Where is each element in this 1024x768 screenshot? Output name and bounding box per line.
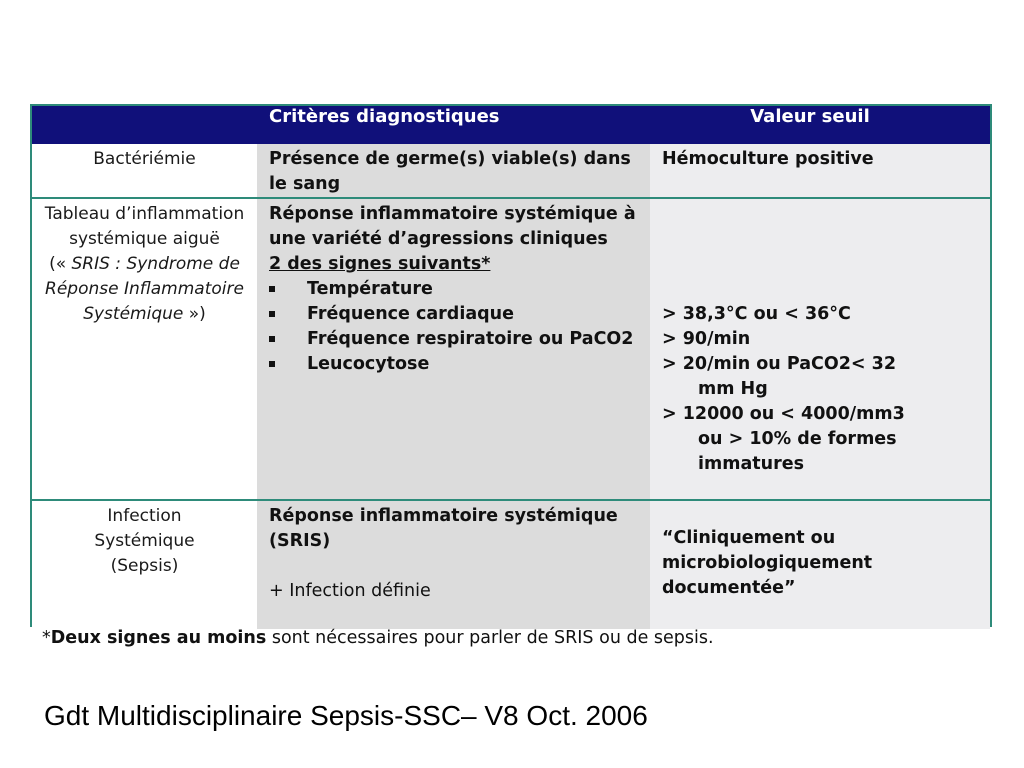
sign-item (269, 302, 644, 327)
threshold-resp-rate: > 20/min ou PaCO2< 32 (662, 354, 897, 374)
header-empty (32, 106, 257, 144)
bullet-icon (269, 286, 275, 292)
bacteremia-name: Bactériémie (32, 144, 257, 198)
bacteremia-criteria: Présence de germe(s) viable(s) dans le sang (257, 144, 650, 198)
footnote (42, 628, 1002, 648)
row-sirs (32, 198, 990, 500)
sirs-thresholds-list (662, 202, 984, 477)
sirs-thresholds (650, 198, 990, 500)
threshold-resp-rate-unit: mm Hg (698, 379, 768, 399)
criteria-table (30, 104, 992, 627)
sign-label: Leucocytose (307, 354, 430, 374)
sirs-name-close: ») (183, 304, 206, 324)
sirs-criteria-heading: 2 des signes suivants* (269, 254, 491, 274)
source-caption: Gdt Multidisciplinaire Sepsis-SSC– V8 Oct. 2006 (44, 700, 648, 731)
sirs-name-italic: SRIS : Syndrome de Réponse Inflammatoire Systémique (45, 254, 244, 324)
threshold-leukocytes: > 12000 ou < 4000/mm3 (662, 404, 905, 424)
sepsis-name (32, 500, 257, 629)
threshold-leukocytes-immature: ou > 10% de formes immatures (698, 429, 897, 474)
sepsis-criteria-extra: + Infection définie (269, 581, 431, 601)
footnote-rest: sont nécessaires pour parler de SRIS ou de sepsis. (266, 628, 714, 648)
threshold-heart-rate: > 90/min (662, 329, 751, 349)
sepsis-threshold (650, 500, 990, 629)
sign-item (269, 277, 644, 302)
sign-label: Température (307, 279, 433, 299)
row-bacteremia (32, 144, 990, 198)
row-sepsis (32, 500, 990, 629)
bacteremia-threshold: Hémoculture positive (650, 144, 990, 198)
sirs-criteria-intro: Réponse inflammatoire systémique à une variété d’agressions cliniques (269, 204, 636, 249)
sepsis-name-text: Infection Systémique (Sepsis) (94, 506, 195, 576)
threshold-temperature: > 38,3°C ou < 36°C (662, 304, 851, 324)
header-threshold: Valeur seuil (650, 106, 990, 144)
header-row (32, 106, 990, 144)
footnote-star: * (42, 628, 51, 648)
sepsis-criteria-main: Réponse inflammatoire systémique (SRIS) (269, 506, 618, 551)
sirs-name-line1: Tableau d’inflammation systémique aiguë (44, 204, 245, 249)
header-criteria: Critères diagnostiques (257, 106, 650, 144)
sirs-signs-list (269, 277, 644, 377)
sign-item (269, 327, 644, 352)
sirs-name (32, 198, 257, 500)
bullet-icon (269, 361, 275, 367)
sign-label: Fréquence respiratoire ou PaCO2 (307, 329, 634, 349)
bullet-icon (269, 336, 275, 342)
sirs-criteria (257, 198, 650, 500)
sepsis-criteria (257, 500, 650, 629)
bullet-icon (269, 311, 275, 317)
criteria-grid (32, 106, 990, 629)
sign-label: Fréquence cardiaque (307, 304, 514, 324)
sirs-name-open: (« (49, 254, 72, 274)
footnote-bold: Deux signes au moins (50, 628, 267, 648)
sign-item (269, 352, 644, 377)
sepsis-threshold-text: “Cliniquement ou microbiologiquement documentée” (662, 528, 873, 598)
